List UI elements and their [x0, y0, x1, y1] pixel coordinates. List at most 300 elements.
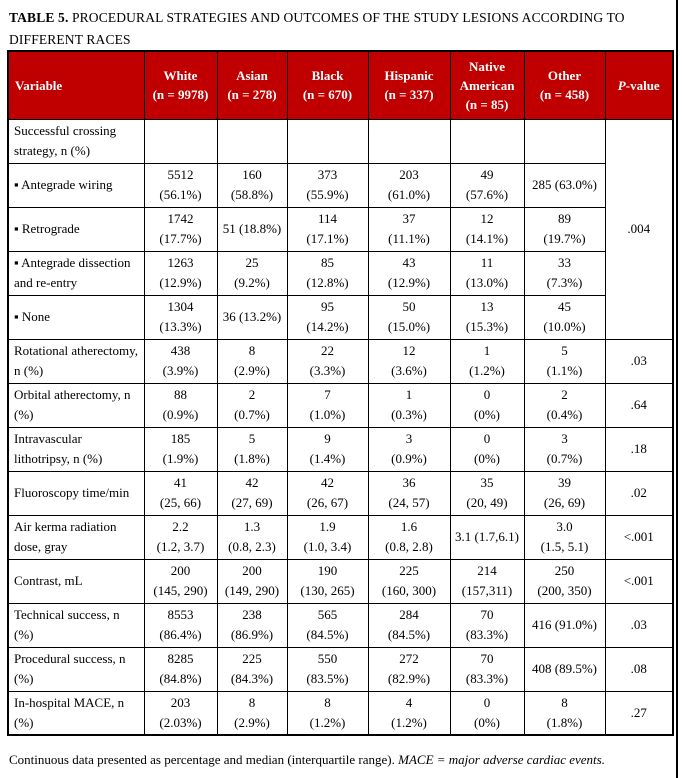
- value-cell: [287, 251, 368, 295]
- value-line: (157,311): [461, 583, 513, 598]
- value-cell: [217, 207, 287, 251]
- value-line: 1.3: [243, 519, 261, 534]
- value-line: 51 (18.8%): [222, 221, 282, 236]
- value-line: (200, 350): [537, 583, 592, 598]
- table-title: [9, 7, 667, 51]
- value-line: (56.1%): [159, 187, 202, 202]
- variable-cell: In-hospital MACE, n (%): [8, 691, 144, 735]
- value-line: 50: [402, 299, 416, 314]
- value-line: 39: [558, 475, 571, 490]
- procedural-outcomes-table: [7, 50, 674, 736]
- value-line: (15.0%): [387, 319, 431, 334]
- value-cell: [287, 339, 368, 383]
- value-cell: [287, 427, 368, 471]
- value-cell: [524, 119, 605, 163]
- column-header-line: Asian: [236, 68, 268, 84]
- value-line: (55.9%): [306, 187, 349, 202]
- value-cell: [368, 691, 450, 735]
- value-cell: [217, 295, 287, 339]
- value-cell: [287, 471, 368, 515]
- value-line: 0: [483, 431, 491, 446]
- value-line: 214: [477, 563, 497, 578]
- value-cell: [144, 119, 217, 163]
- value-line: 36 (13.2%): [222, 309, 282, 324]
- p-value-cell: .02: [605, 471, 673, 515]
- table-header: [8, 51, 673, 119]
- value-line: 408 (89.5%): [532, 661, 597, 676]
- p-value-cell: .004: [605, 119, 673, 339]
- table-row: [8, 559, 673, 603]
- value-cell: [450, 559, 524, 603]
- table-row: [8, 471, 673, 515]
- value-line: (14.2%): [306, 319, 349, 334]
- value-line: (1.2%): [391, 714, 427, 730]
- value-line: (0.7%): [546, 451, 583, 466]
- value-line: (83.3%): [465, 627, 509, 642]
- value-line: 49: [480, 167, 494, 182]
- variable-cell: Successful crossing strategy, n (%): [8, 119, 144, 163]
- value-line: 250: [554, 563, 575, 578]
- variable-cell: ▪ Antegrade dissection and re-entry: [8, 251, 144, 295]
- value-cell: [144, 559, 217, 603]
- table-row: [8, 295, 673, 339]
- value-cell: [368, 471, 450, 515]
- value-line: (2.03%): [159, 714, 202, 730]
- table-row: [8, 427, 673, 471]
- value-line: (84.5%): [306, 627, 349, 642]
- value-line: 225: [399, 563, 419, 578]
- value-line: 2.2: [172, 519, 189, 534]
- value-cell: [450, 119, 524, 163]
- value-line: (13.3%): [159, 319, 202, 334]
- value-cell: [524, 515, 605, 559]
- value-cell: [524, 339, 605, 383]
- value-cell: [524, 163, 605, 207]
- value-line: (0.8, 2.3): [228, 539, 276, 554]
- value-line: (26, 69): [543, 495, 586, 510]
- header-row: [8, 51, 673, 119]
- value-cell: [450, 603, 524, 647]
- variable-cell: ▪ Retrograde: [8, 207, 144, 251]
- value-line: 0: [483, 387, 491, 402]
- value-line: 5: [561, 343, 568, 358]
- value-line: 22: [321, 343, 334, 358]
- value-line: 33: [558, 255, 571, 270]
- value-cell: [217, 471, 287, 515]
- value-cell: [450, 339, 524, 383]
- value-line: 1.6: [400, 519, 418, 534]
- value-cell: [217, 119, 287, 163]
- value-cell: [217, 383, 287, 427]
- value-line: 114: [317, 211, 338, 226]
- value-cell: [217, 163, 287, 207]
- value-cell: [450, 471, 524, 515]
- value-line: (20, 49): [466, 495, 508, 510]
- value-line: 8: [248, 694, 256, 710]
- variable-cell: Orbital atherectomy, n (%): [8, 383, 144, 427]
- value-line: (1.0%): [309, 407, 346, 422]
- value-cell: [287, 603, 368, 647]
- value-cell: [217, 427, 287, 471]
- value-cell: [524, 251, 605, 295]
- value-line: (11.1%): [388, 231, 430, 246]
- value-line: 200: [170, 563, 191, 578]
- value-line: 200: [242, 563, 262, 578]
- value-cell: [217, 647, 287, 691]
- value-line: (61.0%): [387, 187, 431, 202]
- variable-cell: Contrast, mL: [8, 559, 144, 603]
- value-cell: [368, 647, 450, 691]
- value-line: 1: [483, 343, 491, 358]
- value-line: (2.9%): [234, 714, 270, 730]
- value-cell: [450, 647, 524, 691]
- value-cell: [144, 647, 217, 691]
- value-cell: [524, 427, 605, 471]
- value-line: 4: [405, 694, 413, 710]
- value-cell: [524, 691, 605, 735]
- value-line: (149, 290): [224, 583, 280, 598]
- p-value-cell: .27: [605, 691, 673, 735]
- value-line: (84.8%): [159, 671, 202, 686]
- table-row: [8, 383, 673, 427]
- value-line: 13: [480, 299, 494, 314]
- value-line: (58.8%): [230, 187, 274, 202]
- p-value-cell: .18: [605, 427, 673, 471]
- variable-cell: Rotational atherectomy, n (%): [8, 339, 144, 383]
- column-header-line: (n = 278): [227, 87, 277, 103]
- variable-cell: ▪ None: [8, 295, 144, 339]
- table-title-number: TABLE 5.: [9, 10, 69, 25]
- value-line: 285 (63.0%): [532, 177, 597, 192]
- value-cell: [368, 559, 450, 603]
- column-header-white: [144, 51, 217, 119]
- value-line: (0%): [474, 714, 500, 730]
- value-line: 2: [561, 387, 568, 402]
- value-line: (3.9%): [162, 363, 199, 378]
- value-cell: [287, 295, 368, 339]
- column-header-black: [287, 51, 368, 119]
- value-line: (1.2, 3.7): [156, 539, 205, 554]
- value-line: 8553: [167, 607, 194, 622]
- value-line: (1.8%): [234, 451, 270, 466]
- value-cell: [450, 383, 524, 427]
- value-line: 11: [480, 255, 494, 270]
- value-line: 203: [170, 694, 191, 710]
- value-line: (84.5%): [387, 627, 431, 642]
- value-line: 550: [317, 651, 338, 666]
- value-cell: [144, 603, 217, 647]
- value-line: 1304: [167, 299, 194, 314]
- value-line: (25, 66): [159, 495, 202, 510]
- value-line: 25: [245, 255, 259, 270]
- value-cell: [144, 471, 217, 515]
- value-line: 1.9: [319, 519, 336, 534]
- table-row: [8, 691, 673, 735]
- value-line: (26, 67): [306, 495, 349, 510]
- value-line: (1.4%): [309, 451, 346, 466]
- value-cell: [524, 207, 605, 251]
- value-line: (1.9%): [162, 451, 199, 466]
- value-cell: [450, 295, 524, 339]
- value-line: 36: [402, 475, 416, 490]
- variable-cell: Air kerma radiation dose, gray: [8, 515, 144, 559]
- value-line: 85: [321, 255, 334, 270]
- table-row: [8, 119, 673, 163]
- value-cell: [368, 603, 450, 647]
- value-line: (12.9%): [387, 275, 431, 290]
- value-line: (12.8%): [306, 275, 349, 290]
- value-cell: [144, 515, 217, 559]
- value-line: 3: [561, 431, 568, 446]
- table-footnote: [9, 751, 669, 768]
- value-line: (0.8, 2.8): [385, 539, 433, 554]
- footnote-text: Continuous data presented as percentage and median (interquartile range).: [9, 752, 399, 767]
- value-cell: [368, 207, 450, 251]
- value-line: (13.0%): [465, 275, 509, 290]
- value-line: 12: [402, 343, 416, 358]
- table-row: [8, 251, 673, 295]
- variable-cell: Fluoroscopy time/min: [8, 471, 144, 515]
- value-line: (9.2%): [234, 275, 270, 290]
- value-line: 1263: [167, 255, 194, 270]
- value-line: (0.4%): [546, 407, 583, 422]
- variable-cell: Technical success, n (%): [8, 603, 144, 647]
- value-cell: [368, 383, 450, 427]
- value-line: 1742: [167, 211, 194, 226]
- value-line: 416 (91.0%): [532, 617, 597, 632]
- table-row: [8, 207, 673, 251]
- value-cell: [450, 427, 524, 471]
- value-cell: [144, 383, 217, 427]
- value-line: (27, 69): [231, 495, 273, 510]
- value-line: 1: [405, 387, 413, 402]
- value-cell: [287, 207, 368, 251]
- value-line: (86.4%): [159, 627, 202, 642]
- value-line: (19.7%): [543, 231, 586, 246]
- value-line: (24, 57): [388, 495, 430, 510]
- value-line: (0.3%): [391, 407, 427, 422]
- value-line: 3.1 (1.7,6.1): [455, 529, 519, 544]
- value-cell: [144, 207, 217, 251]
- value-line: 70: [480, 651, 494, 666]
- column-header-line: (n = 670): [302, 87, 353, 103]
- value-line: 3: [405, 431, 413, 446]
- column-header-hispanic: [368, 51, 450, 119]
- value-cell: [287, 515, 368, 559]
- p-value-cell: .08: [605, 647, 673, 691]
- value-line: (0.7%): [234, 407, 270, 422]
- value-cell: [217, 339, 287, 383]
- value-line: (3.3%): [309, 363, 346, 378]
- value-cell: [368, 427, 450, 471]
- value-line: 41: [174, 475, 187, 490]
- value-line: (1.8%): [546, 714, 583, 730]
- column-header-asian: [217, 51, 287, 119]
- table-row: [8, 603, 673, 647]
- value-cell: [287, 119, 368, 163]
- value-cell: [287, 647, 368, 691]
- column-header-line: (n = 85): [465, 96, 509, 112]
- value-line: 12: [480, 211, 494, 226]
- value-cell: [368, 295, 450, 339]
- value-cell: [524, 383, 605, 427]
- value-line: (82.9%): [387, 671, 431, 686]
- value-cell: [144, 691, 217, 735]
- value-cell: [287, 383, 368, 427]
- column-header-line: White: [163, 68, 198, 84]
- value-line: (1.5, 5.1): [540, 539, 589, 554]
- value-line: 8: [248, 343, 256, 358]
- value-line: 8: [324, 694, 331, 710]
- value-cell: [368, 119, 450, 163]
- p-value-cell: <.001: [605, 559, 673, 603]
- value-line: 373: [317, 167, 338, 182]
- value-line: 225: [242, 651, 262, 666]
- value-line: (83.3%): [465, 671, 509, 686]
- value-line: 160: [242, 167, 262, 182]
- column-header-line: (n = 337): [384, 87, 434, 103]
- value-line: 88: [174, 387, 187, 402]
- value-line: (1.2%): [469, 363, 505, 378]
- value-line: (1.1%): [546, 363, 583, 378]
- page-edge-line: [676, 0, 678, 778]
- value-cell: [368, 163, 450, 207]
- value-line: (0.9%): [391, 451, 427, 466]
- value-line: (1.2%): [309, 714, 346, 730]
- table-row: [8, 163, 673, 207]
- value-line: 565: [317, 607, 338, 622]
- value-cell: [144, 339, 217, 383]
- column-header-line: Black: [311, 68, 344, 84]
- value-cell: [217, 691, 287, 735]
- value-line: 0: [483, 694, 491, 710]
- value-line: 42: [321, 475, 334, 490]
- value-cell: [217, 559, 287, 603]
- column-header-line: American: [459, 77, 515, 93]
- column-header-line: Hispanic: [384, 68, 434, 84]
- table-row: [8, 515, 673, 559]
- value-line: 8285: [167, 651, 194, 666]
- value-line: (57.6%): [465, 187, 509, 202]
- value-line: 45: [558, 299, 571, 314]
- value-cell: [450, 515, 524, 559]
- value-line: 238: [242, 607, 262, 622]
- value-line: (86.9%): [230, 627, 274, 642]
- table-row: [8, 339, 673, 383]
- value-line: (17.1%): [306, 231, 349, 246]
- value-line: (0%): [474, 407, 500, 422]
- value-line: (2.9%): [234, 363, 270, 378]
- value-line: (14.1%): [465, 231, 509, 246]
- value-line: 3.0: [556, 519, 573, 534]
- value-cell: [217, 603, 287, 647]
- table-body: [8, 119, 673, 735]
- value-cell: [144, 295, 217, 339]
- value-line: (17.7%): [159, 231, 202, 246]
- value-line: 35: [480, 475, 494, 490]
- variable-cell: ▪ Antegrade wiring: [8, 163, 144, 207]
- value-cell: [524, 295, 605, 339]
- variable-cell: Procedural success, n (%): [8, 647, 144, 691]
- p-value-cell: .64: [605, 383, 673, 427]
- value-line: 284: [399, 607, 419, 622]
- value-line: (12.9%): [159, 275, 202, 290]
- value-cell: [144, 251, 217, 295]
- p-value-header-italic: P: [617, 77, 626, 93]
- value-line: (7.3%): [546, 275, 583, 290]
- value-line: (0.9%): [162, 407, 199, 422]
- value-line: 70: [480, 607, 494, 622]
- value-line: 89: [558, 211, 571, 226]
- value-cell: [368, 339, 450, 383]
- value-line: 42: [245, 475, 259, 490]
- footnote-abbreviation: MACE = major adverse cardiac events.: [398, 752, 605, 767]
- value-cell: [450, 163, 524, 207]
- value-line: 5512: [167, 167, 194, 182]
- p-value-header-rest: -value: [625, 77, 660, 93]
- value-line: 43: [402, 255, 416, 270]
- table-row: [8, 647, 673, 691]
- value-cell: [287, 559, 368, 603]
- value-line: 7: [324, 387, 331, 402]
- value-line: (145, 290): [153, 583, 208, 598]
- column-header-line: (n = 458): [539, 87, 590, 103]
- value-line: (130, 265): [300, 583, 355, 598]
- value-line: 272: [399, 651, 419, 666]
- value-cell: [217, 251, 287, 295]
- value-line: 5: [248, 431, 256, 446]
- value-line: (10.0%): [543, 319, 586, 334]
- value-cell: [217, 515, 287, 559]
- value-line: 438: [170, 343, 191, 358]
- value-cell: [368, 251, 450, 295]
- value-line: 185: [170, 431, 191, 446]
- column-header-other: [524, 51, 605, 119]
- column-header-line: Native: [468, 58, 506, 74]
- value-line: (160, 300): [381, 583, 437, 598]
- value-cell: [144, 427, 217, 471]
- value-cell: [524, 559, 605, 603]
- value-line: (1.0, 3.4): [303, 539, 352, 554]
- value-cell: [144, 163, 217, 207]
- value-cell: [524, 603, 605, 647]
- column-header-native-american: [450, 51, 524, 119]
- column-header-variable: Variable: [8, 51, 144, 119]
- value-cell: [450, 691, 524, 735]
- value-cell: [287, 163, 368, 207]
- value-cell: [524, 471, 605, 515]
- variable-cell: Intravascular lithotripsy, n (%): [8, 427, 144, 471]
- column-header-p-value: [605, 51, 673, 119]
- table-title-text: PROCEDURAL STRATEGIES AND OUTCOMES OF THE STUDY LESIONS ACCORDING TO DIFFERENT RACES: [9, 10, 625, 47]
- value-cell: [287, 691, 368, 735]
- value-cell: [450, 207, 524, 251]
- value-line: (83.5%): [306, 671, 349, 686]
- value-cell: [524, 647, 605, 691]
- value-line: (3.6%): [391, 363, 427, 378]
- value-line: (15.3%): [465, 319, 509, 334]
- value-line: (0%): [474, 451, 500, 466]
- value-line: 95: [321, 299, 334, 314]
- p-value-cell: <.001: [605, 515, 673, 559]
- p-value-cell: .03: [605, 603, 673, 647]
- value-line: 37: [402, 211, 416, 226]
- value-cell: [450, 251, 524, 295]
- value-line: 8: [561, 694, 568, 710]
- value-line: 203: [399, 167, 419, 182]
- value-line: 9: [324, 431, 331, 446]
- column-header-line: Other: [547, 68, 582, 84]
